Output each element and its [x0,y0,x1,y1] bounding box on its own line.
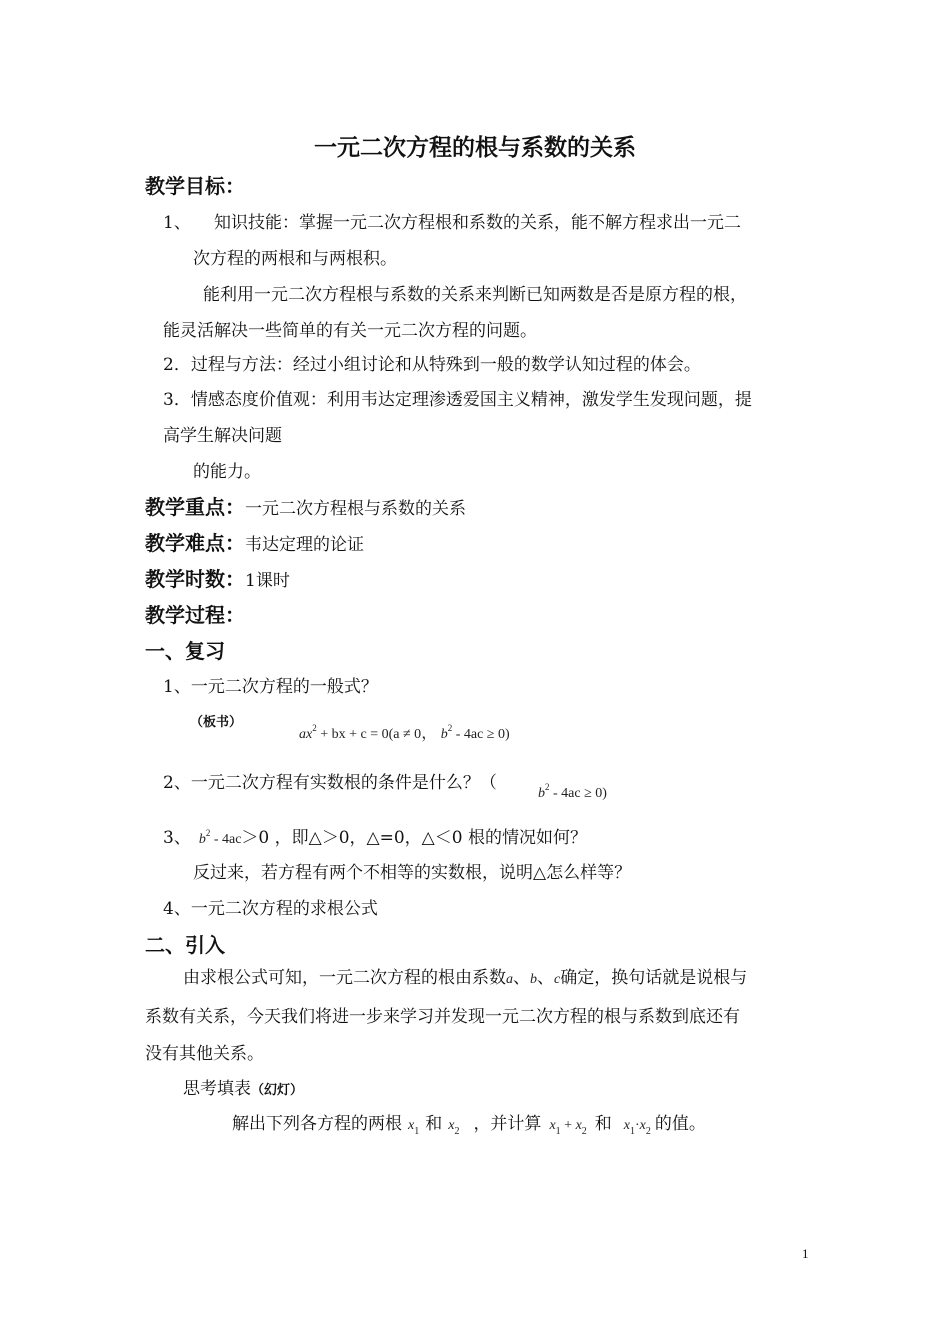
prod-x2-sub: 2 [645,1126,651,1137]
review-q1: 1、一元二次方程的一般式？ [163,677,378,697]
objective-3-line2: 高学生解决问题 [163,426,282,446]
formula-comma: ， [421,725,438,742]
x2-sub: 2 [454,1126,460,1137]
objective-1-line3: 能利用一元二次方程根与系数的关系来判断已知两数是否是原方程的根， [203,285,747,305]
objective-2: 2．过程与方法：经过小组讨论和从特殊到一般的数学认知过程的体会。 [163,355,701,375]
q3-number: 3、 [163,828,191,848]
formula-square: 2 [312,723,317,733]
intro-text-a: 由求根公式可知，一元二次方程的根由系数 [183,968,506,988]
review-q3 [163,826,587,852]
and-2: 和 [594,1114,612,1134]
key-point-label: 教学重点： [145,495,245,519]
coef-a: a [506,972,513,987]
formula-ax: ax [299,727,313,742]
q3-text: ＞0 ，即△＞0，△=0，△＜0 根的情况如何？ [241,828,587,848]
review-q3-line2: 反过来，若方程有两个不相等的实数根，说明△怎么样等？ [193,863,632,883]
intro-paragraph-line1 [183,966,747,992]
sep-2: 、 [537,968,554,988]
general-form-formula [299,722,510,747]
review-q4: 4、一元二次方程的求根公式 [163,899,378,919]
difficulty-label: 教学难点： [145,531,245,555]
q3-square: 2 [205,828,211,838]
q3-discriminant: - 4ac [210,832,242,847]
objective-3-line1: 3．情感态度价值观：利用韦达定理渗透爱国主义精神，激发学生发现问题，提 [163,390,752,410]
dot-sign: · [635,1118,640,1133]
page-title: 一元二次方程的根与系数的关系 [314,135,636,161]
hours-label: 教学时数： [145,567,245,591]
q3-b: b [198,832,206,847]
review-heading: 一、复习 [145,639,225,663]
objective-3-line3: 的能力。 [193,462,261,482]
think-text: 思考填表 [183,1079,251,1099]
plus-sign: + [560,1118,576,1133]
intro-paragraph-line3: 没有其他关系。 [145,1044,264,1064]
objective-1-number: 1、 [163,213,191,233]
intro-text-b: 确定，换句话就是说根与 [560,968,748,988]
objective-1-line4: 能灵活解决一些简单的有关一元二次方程的问题。 [163,321,537,341]
hours-value: 1课时 [245,571,290,591]
coef-c: c [554,972,561,987]
sep-1: 、 [513,968,530,988]
sum-x2-sub: 2 [581,1126,587,1137]
difficulty-row [145,529,364,557]
formula-b: b [440,727,448,742]
x1-var: x [408,1118,415,1133]
key-point-value: 一元二次方程根与系数的关系 [245,499,466,519]
key-point-row [145,493,466,521]
intro-paragraph-line2: 系数有关系，今天我们将进一步来学习并发现一元二次方程的根与系数到底还有 [145,1007,740,1027]
condition-b: b [538,786,545,801]
condition-rest: - 4ac ≥ 0) [549,786,607,801]
value-of-text: 的值。 [654,1114,706,1134]
page-number: 1 [802,1246,809,1261]
condition-square: 2 [545,782,550,792]
board-label: （板书） [190,715,243,730]
solve-text: 解出下列各方程的两根 [232,1114,402,1134]
coef-b: b [530,972,537,987]
slide-label: （幻灯） [251,1083,304,1098]
process-heading: 教学过程： [145,603,245,627]
objective-1-line2: 次方程的两根和与两根积。 [193,249,397,269]
formula-square-2: 2 [447,723,453,733]
real-roots-condition-formula [538,782,607,806]
solve-instruction [232,1112,706,1139]
sum-x2: x [575,1118,582,1133]
x2-var: x [448,1118,455,1133]
sum-x1: x [549,1118,556,1133]
formula-rest-2: - 4ac ≥ 0) [452,727,510,742]
formula-rest: + bx + c = 0(a ≠ 0 [316,727,422,742]
x1-sub: 1 [414,1126,420,1137]
intro-heading: 二、引入 [145,933,225,957]
calc-text: ，并计算 [473,1114,542,1134]
think-row [183,1077,303,1103]
objective-1-line1: 知识技能：掌握一元二次方程根和系数的关系，能不解方程求出一元二 [214,213,741,233]
and-1: 和 [425,1114,443,1134]
sum-x1-sub: 1 [555,1126,561,1137]
prod-x1: x [623,1118,630,1133]
prod-x2: x [639,1118,646,1133]
objectives-heading: 教学目标： [145,174,245,198]
hours-row [145,565,290,593]
prod-x1-sub: 1 [630,1126,635,1137]
review-q2: 2、一元二次方程有实数根的条件是什么？（ [163,773,497,793]
difficulty-value: 韦达定理的论证 [245,535,364,555]
